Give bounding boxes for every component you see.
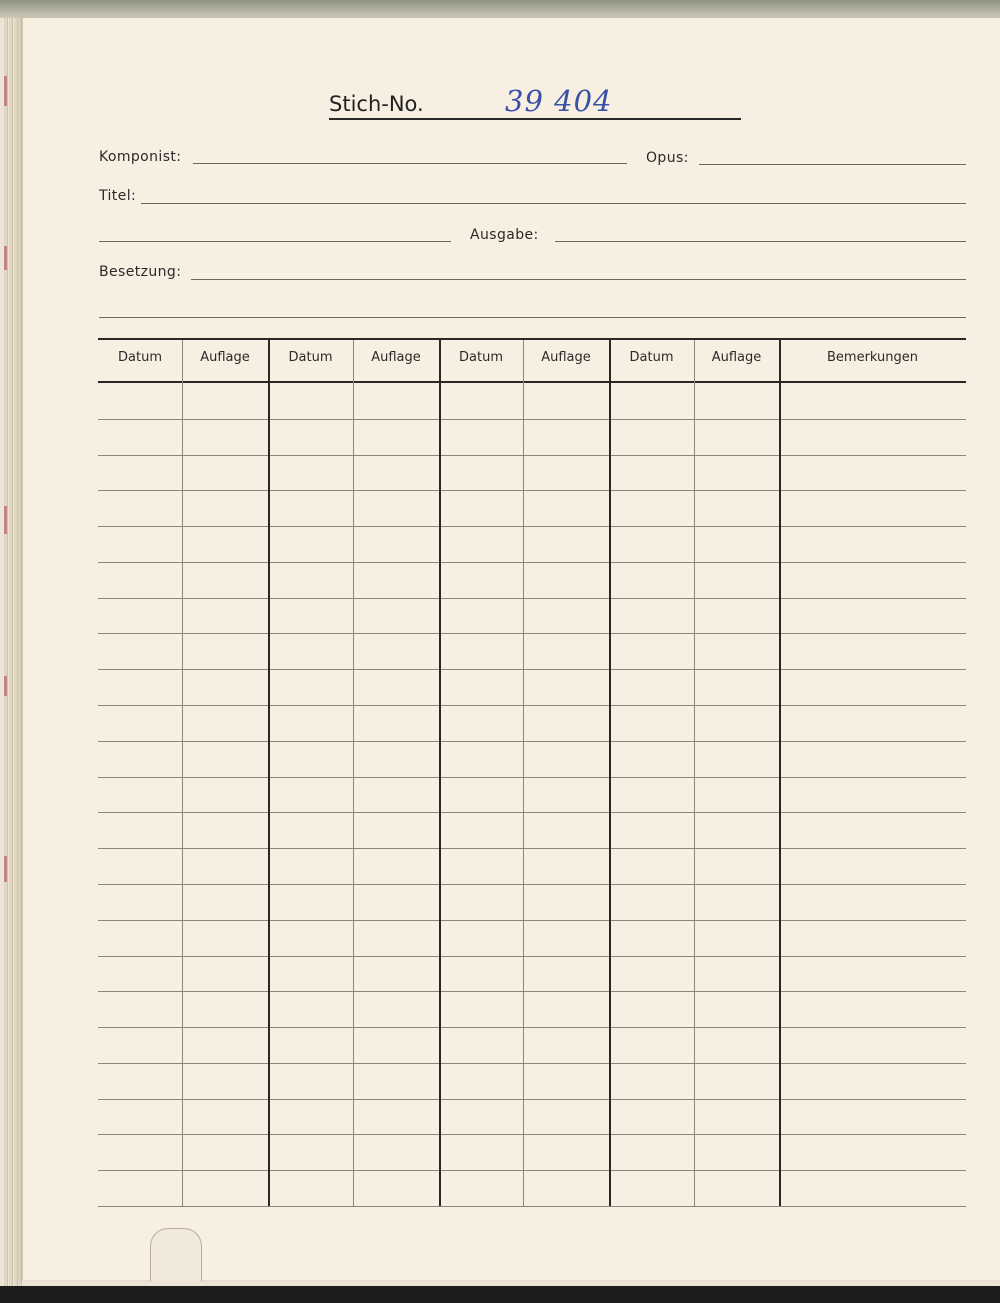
opus-line (699, 164, 966, 165)
besetzung-line (191, 279, 966, 280)
column-pair-divider (439, 340, 441, 1206)
table-row-rule (98, 526, 966, 527)
table-row-rule (98, 598, 966, 599)
column-divider (694, 340, 695, 1206)
column-pair-divider (609, 340, 611, 1206)
table-row-rule (98, 956, 966, 957)
page-tab (150, 1228, 202, 1281)
table-top-rule (98, 338, 966, 340)
column-divider (182, 340, 183, 1206)
table-row-rule (98, 705, 966, 706)
table-row-rule (98, 669, 966, 670)
header-datum-2: Datum (288, 350, 333, 365)
stich-no-value: 39 404 (505, 84, 613, 118)
table-row-rule (98, 812, 966, 813)
column-divider (353, 340, 354, 1206)
table-row-rule (98, 419, 966, 420)
header-datum-1: Datum (118, 350, 162, 365)
table-row-rule (98, 991, 966, 992)
table-row-rule (98, 562, 966, 563)
column-pair-divider (779, 340, 781, 1206)
table-row-rule (98, 1099, 966, 1100)
header-datum-3: Datum (459, 350, 503, 365)
ledger-page (22, 18, 1000, 1280)
komponist-label: Komponist: (99, 149, 182, 165)
column-pair-divider (268, 340, 270, 1206)
titel-line (141, 203, 966, 204)
column-divider (523, 340, 524, 1206)
besetzung-line-2 (99, 317, 966, 318)
header-auflage-1: Auflage (200, 350, 250, 365)
ledger-table (98, 338, 966, 1208)
table-row-rule (98, 633, 966, 634)
table-header-rule (98, 381, 966, 383)
besetzung-label: Besetzung: (99, 264, 182, 280)
table-row-rule (98, 1063, 966, 1064)
table-row-rule (98, 1134, 966, 1135)
header-datum-4: Datum (629, 350, 674, 365)
table-row-rule (98, 1027, 966, 1028)
stich-no-field (329, 86, 741, 120)
margin-marks (0, 36, 20, 1276)
table-row-rule (98, 1206, 966, 1207)
table-row-rule (98, 1170, 966, 1171)
table-row-rule (98, 884, 966, 885)
table-row-rule (98, 848, 966, 849)
ausgabe-line (555, 241, 966, 242)
stich-no-label: Stich-No. (329, 92, 424, 116)
table-row-rule (98, 455, 966, 456)
opus-label: Opus: (646, 150, 689, 166)
header-auflage-2: Auflage (371, 350, 421, 365)
header-auflage-4: Auflage (711, 350, 762, 365)
book-top-strip (0, 0, 1000, 18)
table-row-rule (98, 920, 966, 921)
komponist-line (193, 163, 627, 164)
ausgabe-label: Ausgabe: (470, 227, 539, 243)
table-row-rule (98, 777, 966, 778)
header-bemerkungen: Bemerkungen (826, 350, 919, 365)
titel-label: Titel: (99, 188, 137, 204)
header-auflage-3: Auflage (541, 350, 591, 365)
titel-line-2 (99, 241, 451, 242)
table-row-rule (98, 741, 966, 742)
table-row-rule (98, 490, 966, 491)
